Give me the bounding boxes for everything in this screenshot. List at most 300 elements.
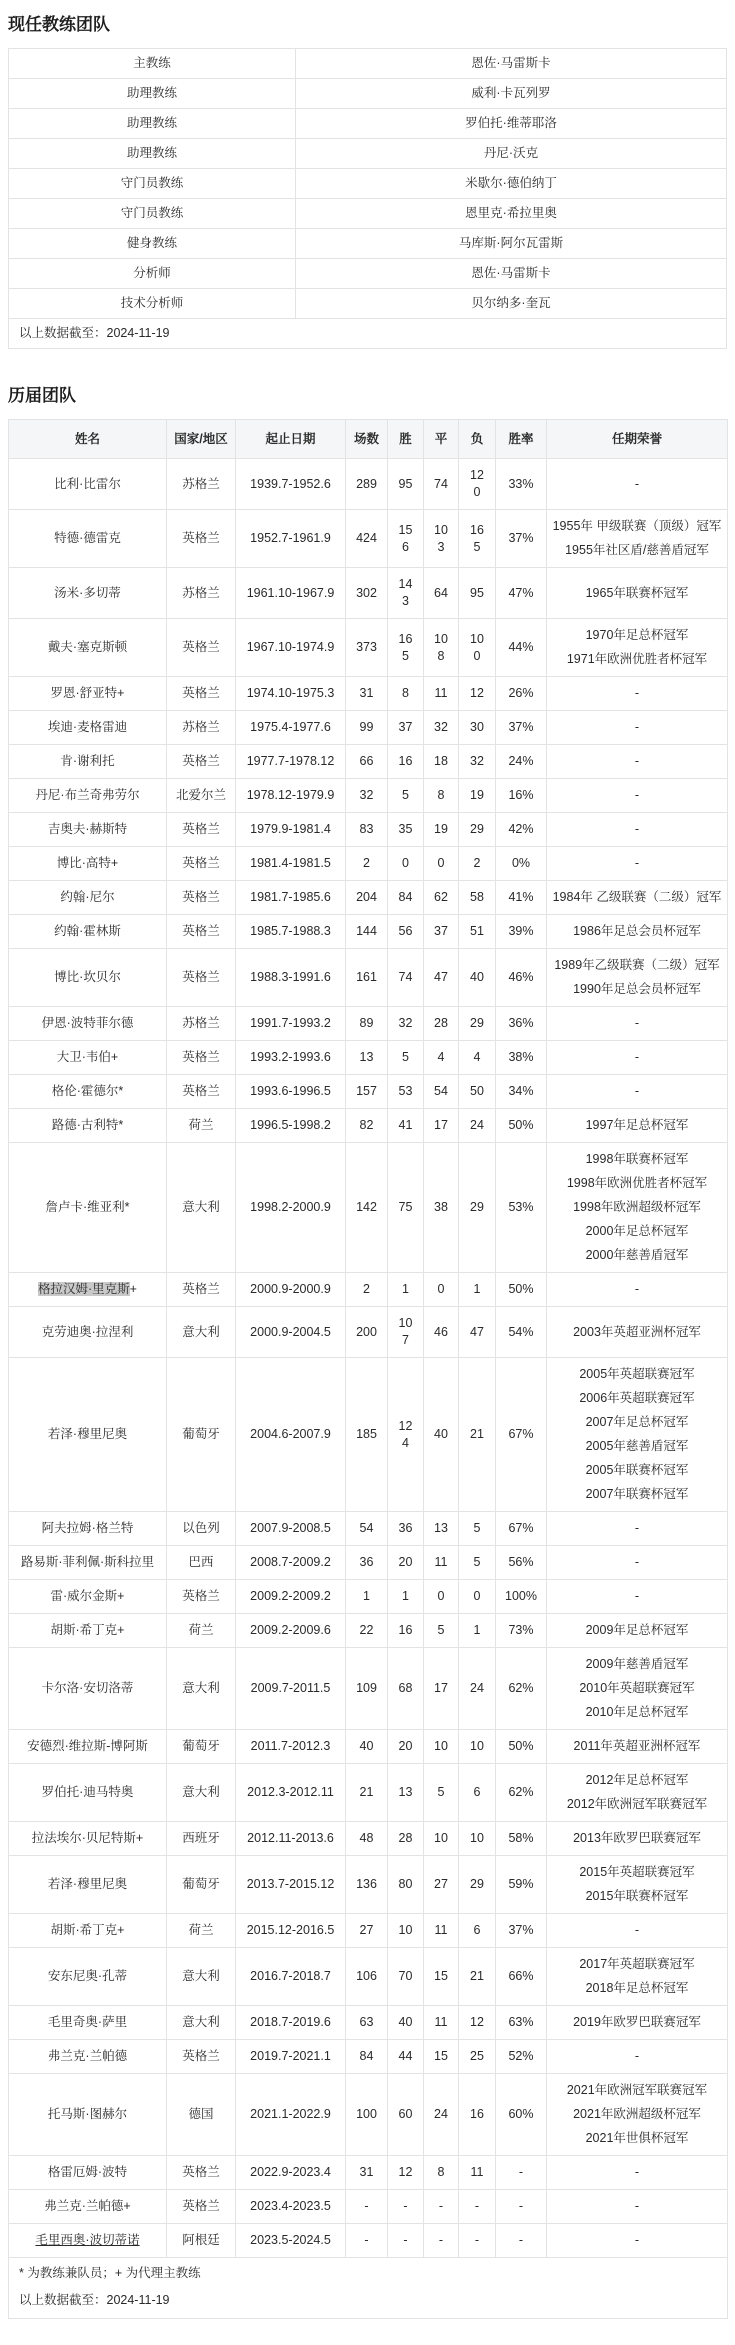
honors-cell (547, 1007, 728, 1041)
period-cell: 2016.7-2018.7 (236, 1948, 346, 2006)
manager-name-suffix: * (118, 1118, 124, 1132)
matches-cell: 40 (346, 1730, 388, 1764)
honor-line: 1998年欧洲超级杯冠军 (573, 1200, 701, 1214)
staff-name-cell: 贝尔纳多·奎瓦 (296, 289, 727, 319)
honors-cell (547, 510, 728, 568)
honors-cell (547, 619, 728, 677)
honors-cell (547, 813, 728, 847)
draws-cell: 8 (424, 779, 459, 813)
country-cell: 英格兰 (167, 1041, 236, 1075)
staff-row (9, 49, 727, 79)
history-row (9, 745, 728, 779)
winrate-cell: 42% (496, 813, 547, 847)
losses-cell: 47 (459, 1307, 496, 1358)
country-cell: 阿根廷 (167, 2224, 236, 2258)
country-cell: 意大利 (167, 1143, 236, 1273)
losses-cell: 5 (459, 1546, 496, 1580)
losses-cell: 12 (459, 2006, 496, 2040)
winrate-cell: 47% (496, 568, 547, 619)
period-cell: 1979.9-1981.4 (236, 813, 346, 847)
honor-line: - (634, 822, 640, 836)
manager-name-cell (9, 1546, 167, 1580)
period-cell: 1975.4-1977.6 (236, 711, 346, 745)
country-cell: 意大利 (167, 1307, 236, 1358)
wins-cell: 35 (388, 813, 424, 847)
wins-cell: 70 (388, 1948, 424, 2006)
draws-cell: 40 (424, 1358, 459, 1512)
manager-name: 胡斯·希丁克 (50, 1923, 118, 1937)
losses-cell: 29 (459, 1007, 496, 1041)
history-row (9, 881, 728, 915)
losses-cell: 25 (459, 2040, 496, 2074)
period-cell: 2015.12-2016.5 (236, 1914, 346, 1948)
staff-role-cell: 分析师 (9, 259, 296, 289)
country-cell: 葡萄牙 (167, 1730, 236, 1764)
matches-cell: 99 (346, 711, 388, 745)
wins-cell: 95 (388, 459, 424, 510)
winrate-cell: 54% (496, 1307, 547, 1358)
honor-line: 1998年欧洲优胜者杯冠军 (566, 1176, 708, 1190)
honor-line: 1970年足总杯冠军 (585, 628, 689, 642)
manager-name: 吉奥夫·赫斯特 (47, 822, 128, 836)
country-cell: 苏格兰 (167, 568, 236, 619)
manager-name: 若泽·穆里尼奥 (47, 1427, 128, 1441)
history-row (9, 949, 728, 1007)
honor-line: 2012年欧洲冠军联赛冠军 (566, 1797, 708, 1811)
matches-cell: 424 (346, 510, 388, 568)
period-cell: 1985.7-1988.3 (236, 915, 346, 949)
wins-cell: 107 (388, 1307, 424, 1358)
draws-cell: 10 (424, 1822, 459, 1856)
wins-cell: 74 (388, 949, 424, 1007)
honors-cell (547, 881, 728, 915)
honors-cell (547, 745, 728, 779)
manager-name: 罗恩·舒亚特 (50, 686, 118, 700)
honor-line: - (634, 1589, 640, 1603)
history-row (9, 1075, 728, 1109)
manager-name-cell (9, 2156, 167, 2190)
draws-cell: 11 (424, 1546, 459, 1580)
manager-name-cell (9, 949, 167, 1007)
draws-cell: 4 (424, 1041, 459, 1075)
draws-cell: 47 (424, 949, 459, 1007)
history-row (9, 619, 728, 677)
manager-name: 比利·比雷尔 (54, 476, 121, 491)
wins-cell: 16 (388, 1614, 424, 1648)
honors-cell (547, 1730, 728, 1764)
history-row (9, 2156, 728, 2190)
col-header-wins: 胜 (388, 420, 424, 459)
draws-cell: 74 (424, 459, 459, 510)
draws-cell: 103 (424, 510, 459, 568)
manager-name: 拉法埃尔·贝尼特斯 (31, 1831, 136, 1845)
draws-cell: 17 (424, 1648, 459, 1730)
winrate-cell: 63% (496, 2006, 547, 2040)
wins-cell: 165 (388, 619, 424, 677)
country-cell: 苏格兰 (167, 1007, 236, 1041)
matches-cell: 2 (346, 847, 388, 881)
wins-cell: 44 (388, 2040, 424, 2074)
losses-cell: 32 (459, 745, 496, 779)
honors-cell (547, 1512, 728, 1546)
honor-line: 1955年社区盾/慈善盾冠军 (565, 543, 709, 557)
country-cell: 意大利 (167, 1764, 236, 1822)
wins-cell: 41 (388, 1109, 424, 1143)
honor-line: 2021年世俱杯冠军 (585, 2131, 689, 2145)
country-cell: 英格兰 (167, 2190, 236, 2224)
matches-cell: 66 (346, 745, 388, 779)
honor-line: 2015年英超联赛冠军 (579, 1865, 695, 1879)
matches-cell: 32 (346, 779, 388, 813)
manager-name-suffix: + (117, 1589, 125, 1603)
honors-cell (547, 2156, 728, 2190)
country-cell: 荷兰 (167, 1914, 236, 1948)
staff-role-cell: 健身教练 (9, 229, 296, 259)
country-cell: 意大利 (167, 1648, 236, 1730)
staff-name-cell: 米歇尔·德伯纳丁 (296, 169, 727, 199)
draws-cell: 32 (424, 711, 459, 745)
country-cell: 以色列 (167, 1512, 236, 1546)
losses-cell: 30 (459, 711, 496, 745)
manager-name-cell (9, 1007, 167, 1041)
matches-cell: 2 (346, 1273, 388, 1307)
history-row (9, 1822, 728, 1856)
honors-cell (547, 1041, 728, 1075)
staff-row (9, 259, 727, 289)
honors-cell (547, 779, 728, 813)
history-row (9, 2074, 728, 2156)
manager-name-cell (9, 1648, 167, 1730)
honor-line: 1955年 甲级联赛（顶级）冠军 (552, 519, 722, 533)
manager-name-cell (9, 1041, 167, 1075)
history-row (9, 2224, 728, 2258)
honors-cell (547, 1764, 728, 1822)
manager-link[interactable]: 毛里西奥·波切蒂诺 (35, 2233, 140, 2247)
matches-cell: 161 (346, 949, 388, 1007)
winrate-cell: 37% (496, 510, 547, 568)
manager-name: 约翰·尼尔 (60, 890, 115, 904)
honors-cell (547, 1914, 728, 1948)
manager-name-suffix: + (110, 1050, 119, 1064)
draws-cell: 54 (424, 1075, 459, 1109)
period-cell: 1991.7-1993.2 (236, 1007, 346, 1041)
country-cell: 英格兰 (167, 1273, 236, 1307)
losses-cell: 29 (459, 1856, 496, 1914)
manager-name-cell (9, 1358, 167, 1512)
honors-cell (547, 1358, 728, 1512)
wins-cell: 75 (388, 1143, 424, 1273)
draws-cell: 19 (424, 813, 459, 847)
period-cell: 1993.2-1993.6 (236, 1041, 346, 1075)
col-header-honors: 任期荣誉 (547, 420, 728, 459)
honor-line: 1989年乙级联赛（二级）冠军 (554, 958, 720, 972)
manager-name-suffix: * (124, 1200, 130, 1214)
wins-cell: 20 (388, 1730, 424, 1764)
winrate-cell: 67% (496, 1512, 547, 1546)
honor-line: - (634, 720, 640, 734)
staff-role-cell: 助理教练 (9, 79, 296, 109)
period-cell: 1952.7-1961.9 (236, 510, 346, 568)
draws-cell: 38 (424, 1143, 459, 1273)
draws-cell: 17 (424, 1109, 459, 1143)
wins-cell: 0 (388, 847, 424, 881)
matches-cell: 36 (346, 1546, 388, 1580)
winrate-cell: 34% (496, 1075, 547, 1109)
country-cell: 英格兰 (167, 881, 236, 915)
honor-line: 2018年足总杯冠军 (585, 1981, 689, 1995)
matches-cell: 31 (346, 677, 388, 711)
matches-cell: - (346, 2190, 388, 2224)
wins-cell: 20 (388, 1546, 424, 1580)
staff-row (9, 199, 727, 229)
honors-cell (547, 2190, 728, 2224)
staff-row (9, 289, 727, 319)
winrate-cell: 39% (496, 915, 547, 949)
wins-cell: 1 (388, 1273, 424, 1307)
history-row (9, 1546, 728, 1580)
honor-line: 2010年足总杯冠军 (585, 1705, 689, 1719)
honor-line: 2007年联赛杯冠军 (585, 1487, 689, 1501)
manager-name-cell (9, 745, 167, 779)
losses-cell: 11 (459, 2156, 496, 2190)
matches-cell: - (346, 2224, 388, 2258)
manager-name: 格拉汉姆·里克斯 (38, 1282, 130, 1296)
winrate-cell: 59% (496, 1856, 547, 1914)
manager-name: 雷·威尔金斯 (50, 1589, 118, 1603)
period-cell: 2009.7-2011.5 (236, 1648, 346, 1730)
losses-cell: 40 (459, 949, 496, 1007)
losses-cell: 1 (459, 1614, 496, 1648)
manager-name-suffix: * (118, 1084, 124, 1098)
manager-name: 汤米·多切蒂 (54, 585, 121, 600)
country-cell: 巴西 (167, 1546, 236, 1580)
winrate-cell: 62% (496, 1764, 547, 1822)
winrate-cell: 16% (496, 779, 547, 813)
period-cell: 1998.2-2000.9 (236, 1143, 346, 1273)
losses-cell: 1 (459, 1273, 496, 1307)
country-cell: 英格兰 (167, 2040, 236, 2074)
manager-name-cell (9, 1856, 167, 1914)
period-cell: 1981.4-1981.5 (236, 847, 346, 881)
current-staff-table (8, 48, 727, 349)
country-cell: 荷兰 (167, 1614, 236, 1648)
honor-line: - (634, 2049, 640, 2063)
draws-cell: 27 (424, 1856, 459, 1914)
country-cell: 葡萄牙 (167, 1856, 236, 1914)
manager-name-cell (9, 1075, 167, 1109)
period-cell: 2023.5-2024.5 (236, 2224, 346, 2258)
history-row (9, 1764, 728, 1822)
losses-cell: 5 (459, 1512, 496, 1546)
losses-cell: 10 (459, 1822, 496, 1856)
manager-name: 博比·坎贝尔 (54, 970, 121, 984)
losses-cell: 0 (459, 1580, 496, 1614)
honor-line: - (634, 2199, 640, 2213)
winrate-cell: 52% (496, 2040, 547, 2074)
manager-name: 詹卢卡·维亚利 (45, 1200, 125, 1214)
wins-cell: 5 (388, 1041, 424, 1075)
losses-cell: 95 (459, 568, 496, 619)
losses-cell: 6 (459, 1914, 496, 1948)
staff-role-cell: 助理教练 (9, 139, 296, 169)
winrate-cell: 50% (496, 1730, 547, 1764)
manager-name: 丹尼·布兰奇弗劳尔 (35, 788, 140, 802)
wins-cell: 68 (388, 1648, 424, 1730)
losses-cell: 2 (459, 847, 496, 881)
matches-cell: 109 (346, 1648, 388, 1730)
honor-line: 2019年欧罗巴联赛冠军 (573, 2015, 701, 2029)
country-cell: 英格兰 (167, 745, 236, 779)
matches-cell: 289 (346, 459, 388, 510)
matches-cell: 84 (346, 2040, 388, 2074)
manager-name: 安德烈·维拉斯-博阿斯 (27, 1739, 148, 1753)
period-cell: 1988.3-1991.6 (236, 949, 346, 1007)
period-cell: 2000.9-2004.5 (236, 1307, 346, 1358)
manager-name: 路德·古利特 (51, 1118, 119, 1132)
losses-cell: 4 (459, 1041, 496, 1075)
honor-line: 2006年英超联赛冠军 (579, 1391, 695, 1405)
manager-name: 弗兰克·兰帕德 (47, 2049, 128, 2063)
draws-cell: 13 (424, 1512, 459, 1546)
wins-cell: 13 (388, 1764, 424, 1822)
manager-name-cell (9, 2040, 167, 2074)
period-cell: 2012.11-2013.6 (236, 1822, 346, 1856)
losses-cell: 21 (459, 1948, 496, 2006)
matches-cell: 200 (346, 1307, 388, 1358)
manager-name-cell (9, 1307, 167, 1358)
honor-line: 2000年足总杯冠军 (585, 1224, 689, 1238)
honors-cell (547, 1109, 728, 1143)
honor-line: - (634, 1555, 640, 1569)
staff-name-cell: 恩佐·马雷斯卡 (296, 49, 727, 79)
history-row (9, 1648, 728, 1730)
matches-cell: 157 (346, 1075, 388, 1109)
honor-line: - (634, 686, 640, 700)
section-title-history: 历届团队 (8, 386, 76, 405)
draws-cell: 11 (424, 1914, 459, 1948)
manager-name-cell (9, 881, 167, 915)
period-cell: 2022.9-2023.4 (236, 2156, 346, 2190)
history-row (9, 1730, 728, 1764)
wins-cell: 16 (388, 745, 424, 779)
country-cell: 英格兰 (167, 677, 236, 711)
period-cell: 2000.9-2000.9 (236, 1273, 346, 1307)
history-footer-cell (9, 2258, 728, 2319)
draws-cell: - (424, 2190, 459, 2224)
winrate-cell: - (496, 2156, 547, 2190)
wins-cell: 12 (388, 2156, 424, 2190)
period-cell: 1967.10-1974.9 (236, 619, 346, 677)
honor-line: - (634, 788, 640, 802)
wins-cell: 1 (388, 1580, 424, 1614)
wins-cell: 36 (388, 1512, 424, 1546)
country-cell: 苏格兰 (167, 459, 236, 510)
honor-line: 2009年慈善盾冠军 (585, 1657, 689, 1671)
period-cell: 2018.7-2019.6 (236, 2006, 346, 2040)
matches-cell: 204 (346, 881, 388, 915)
history-row (9, 510, 728, 568)
manager-name: 弗兰克·兰帕德 (44, 2199, 124, 2213)
honor-line: 2003年英超亚洲杯冠军 (573, 1324, 701, 1339)
staff-name-cell: 威利·卡瓦列罗 (296, 79, 727, 109)
section-title-current-staff: 现任教练团队 (8, 15, 110, 34)
country-cell: 西班牙 (167, 1822, 236, 1856)
manager-name: 博比·高特 (56, 856, 111, 870)
matches-cell: 106 (346, 1948, 388, 2006)
matches-cell: 89 (346, 1007, 388, 1041)
matches-cell: 100 (346, 2074, 388, 2156)
period-cell: 1981.7-1985.6 (236, 881, 346, 915)
period-cell: 2009.2-2009.2 (236, 1580, 346, 1614)
draws-cell: 28 (424, 1007, 459, 1041)
country-cell: 意大利 (167, 1948, 236, 2006)
history-row (9, 1007, 728, 1041)
winrate-cell: 26% (496, 677, 547, 711)
period-cell: 2023.4-2023.5 (236, 2190, 346, 2224)
history-row (9, 677, 728, 711)
wins-cell: - (388, 2190, 424, 2224)
manager-name-cell (9, 847, 167, 881)
wins-cell: 40 (388, 2006, 424, 2040)
honors-cell (547, 2074, 728, 2156)
honor-line: 2005年联赛杯冠军 (585, 1463, 689, 1477)
history-row (9, 2190, 728, 2224)
manager-name: 特德·德雷克 (54, 531, 121, 545)
matches-cell: 185 (346, 1358, 388, 1512)
wins-cell: 56 (388, 915, 424, 949)
honor-line: - (634, 1050, 640, 1064)
wins-cell: 28 (388, 1822, 424, 1856)
wins-cell: - (388, 2224, 424, 2258)
wins-cell: 32 (388, 1007, 424, 1041)
honors-cell (547, 677, 728, 711)
winrate-cell: 36% (496, 1007, 547, 1041)
winrate-cell: 60% (496, 2074, 547, 2156)
manager-name: 戴夫·塞克斯顿 (47, 640, 128, 654)
wins-cell: 84 (388, 881, 424, 915)
losses-cell: 100 (459, 619, 496, 677)
winrate-cell: 58% (496, 1822, 547, 1856)
history-row (9, 1109, 728, 1143)
manager-name: 罗伯托·迪马特奥 (41, 1785, 134, 1799)
manager-name-cell (9, 1730, 167, 1764)
winrate-cell: 38% (496, 1041, 547, 1075)
draws-cell: 0 (424, 1580, 459, 1614)
wins-cell: 5 (388, 779, 424, 813)
honor-line: 1997年足总杯冠军 (585, 1118, 689, 1132)
honor-line: 2009年足总杯冠军 (585, 1623, 689, 1637)
history-footer-row (9, 2258, 728, 2319)
manager-name-suffix: + (117, 1923, 125, 1937)
matches-cell: 142 (346, 1143, 388, 1273)
history-header-row (9, 420, 728, 459)
winrate-cell: 0% (496, 847, 547, 881)
manager-name-cell (9, 1914, 167, 1948)
history-row (9, 1143, 728, 1273)
matches-cell: 136 (346, 1856, 388, 1914)
honor-line: 2012年足总杯冠军 (585, 1773, 689, 1787)
wins-cell: 143 (388, 568, 424, 619)
manager-name-cell (9, 2190, 167, 2224)
wins-cell: 124 (388, 1358, 424, 1512)
honors-cell (547, 1948, 728, 2006)
draws-cell: 15 (424, 1948, 459, 2006)
matches-cell: 22 (346, 1614, 388, 1648)
wins-cell: 8 (388, 677, 424, 711)
winrate-cell: 73% (496, 1614, 547, 1648)
wins-cell: 10 (388, 1914, 424, 1948)
honors-cell (547, 459, 728, 510)
